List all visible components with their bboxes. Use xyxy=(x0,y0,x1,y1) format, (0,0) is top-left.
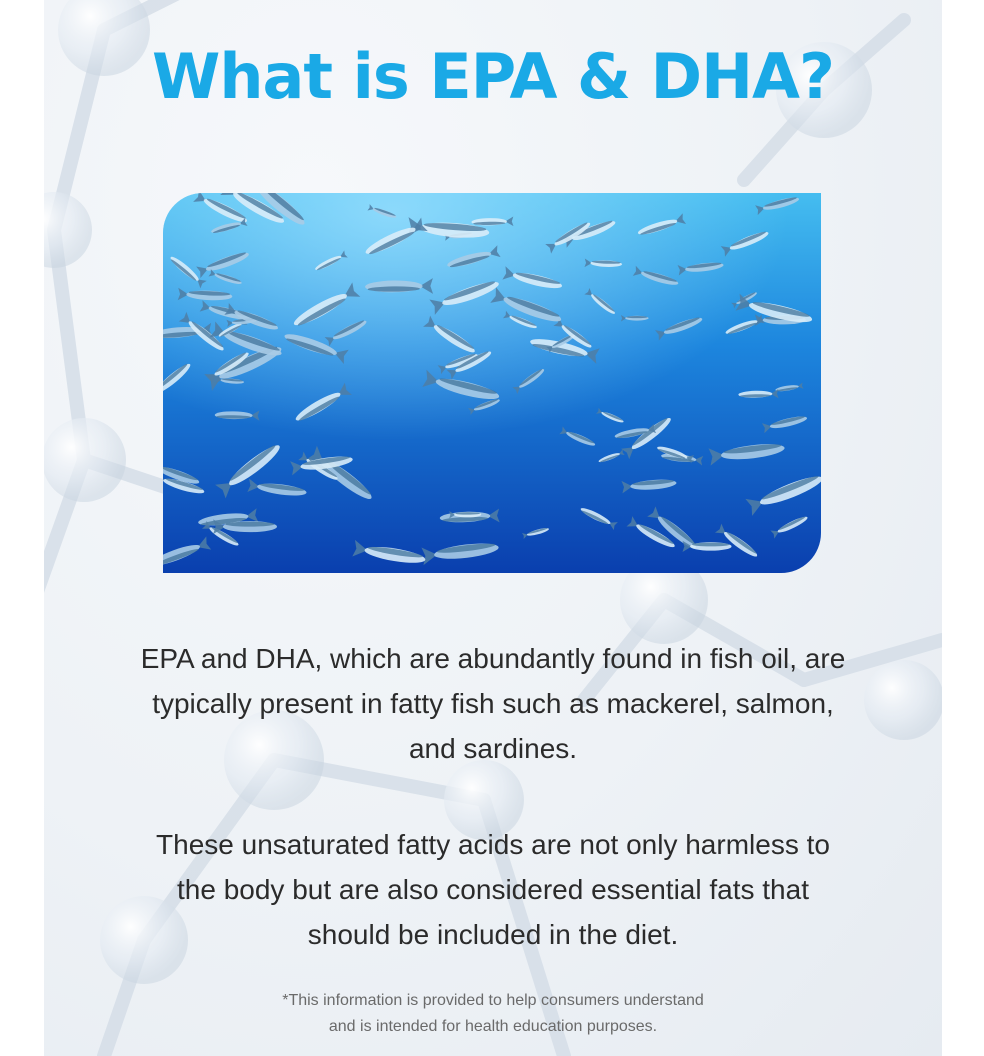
content-panel xyxy=(44,0,942,1056)
disclaimer-note xyxy=(84,988,902,1040)
intro-paragraph xyxy=(84,636,902,771)
essential-line-2: the body but are also considered essential fats that xyxy=(177,874,809,905)
intro-line-1: EPA and DHA, which are abundantly found in fish oil, are xyxy=(140,643,846,674)
intro-line-3: and sardines. xyxy=(408,733,578,764)
intro-line-2: typically present in fatty fish such as mackerel, salmon, xyxy=(152,688,834,719)
fish-school-image xyxy=(163,193,821,573)
essential-fats-paragraph xyxy=(84,822,902,957)
page-title: What is EPA & DHA? xyxy=(152,40,834,113)
disclaimer-line-2: and is intended for health education purposes. xyxy=(328,1018,658,1035)
fish-school-illustration xyxy=(163,193,821,573)
essential-line-3: should be included in the diet. xyxy=(307,919,679,950)
essential-line-1: These unsaturated fatty acids are not only harmless to xyxy=(156,829,830,860)
disclaimer-line-1: *This information is provided to help consumers understand xyxy=(282,992,704,1009)
